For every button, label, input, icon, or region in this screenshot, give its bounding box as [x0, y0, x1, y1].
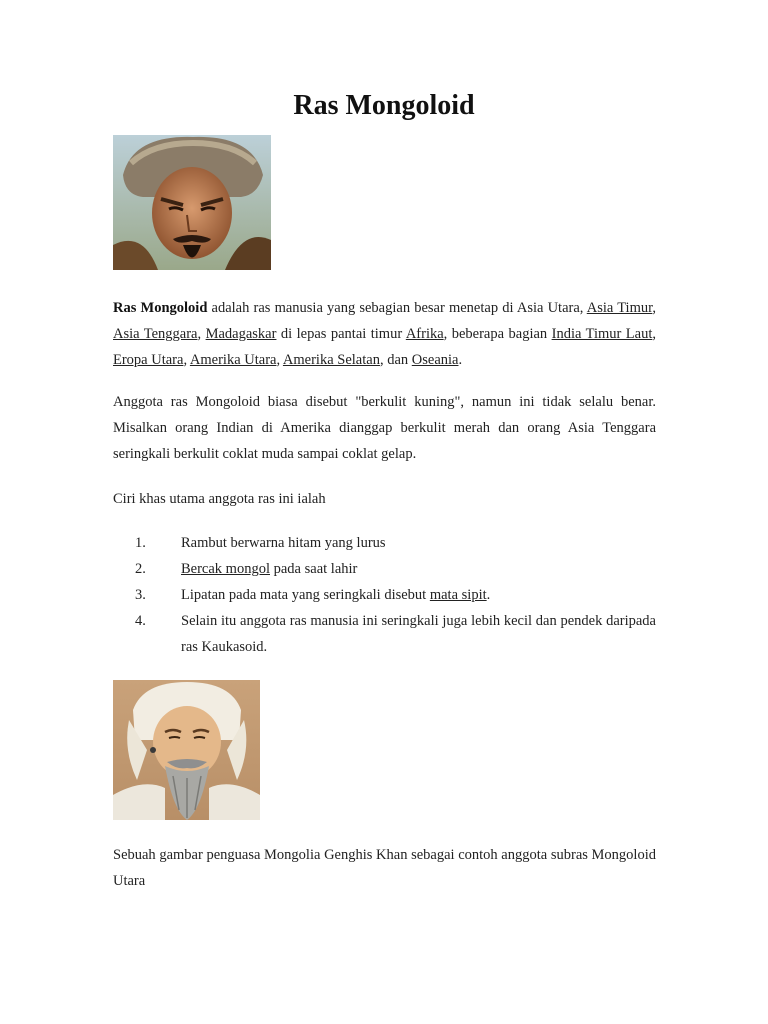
link-bercak-mongol[interactable]: Bercak mongol — [181, 561, 270, 577]
list-text: Selain itu anggota ras manusia ini seringkali juga lebih kecil dan pendek daripada ras Kaukasoid. — [181, 613, 656, 655]
link-amerika-utara[interactable]: Amerika Utara — [189, 352, 277, 368]
intro-paragraph — [113, 295, 656, 373]
list-item — [113, 582, 656, 608]
list-item — [113, 530, 656, 556]
intro-text: , — [183, 352, 190, 368]
image-caption: Sebuah gambar penguasa Mongolia Genghis Khan sebagai contoh anggota subras Mongoloid Utara — [113, 847, 656, 889]
link-asia-timur[interactable]: Asia Timur — [586, 300, 653, 316]
link-oseania[interactable]: Oseania — [411, 352, 459, 368]
skin-color-paragraph: Anggota ras Mongoloid biasa disebut "berkulit kuning", namun ini tidak selalu benar. Misalkan orang Indian di Amerika dianggap berkulit merah dan orang Asia Tenggara seringkali berkulit coklat muda sampai coklat gelap. — [113, 394, 656, 462]
list-text: pada saat lahir — [270, 561, 358, 577]
link-afrika[interactable]: Afrika — [405, 326, 444, 342]
mongol-warrior-image — [113, 135, 271, 270]
list-item — [113, 608, 656, 660]
link-madagaskar[interactable]: Madagaskar — [205, 326, 277, 342]
intro-text: , — [652, 300, 656, 316]
link-india-timur-laut[interactable]: India Timur Laut — [551, 326, 653, 342]
intro-text: , — [197, 326, 206, 342]
intro-text: , beberapa bagian — [443, 326, 552, 342]
intro-text: , dan — [379, 352, 412, 368]
intro-text: , — [276, 352, 283, 368]
list-text: Rambut berwarna hitam yang lurus — [181, 535, 386, 551]
term-ras-mongoloid: Ras Mongoloid — [113, 300, 208, 316]
link-eropa-utara[interactable]: Eropa Utara — [113, 352, 184, 368]
features-list — [113, 530, 656, 660]
list-number: 1. — [135, 535, 146, 551]
list-item — [113, 556, 656, 582]
intro-text: di lepas pantai timur — [276, 326, 406, 342]
intro-text: . — [458, 352, 463, 368]
list-text: . — [486, 587, 491, 603]
list-number: 4. — [135, 613, 146, 629]
intro-text: , — [652, 326, 656, 342]
page-title: Ras Mongoloid — [293, 90, 475, 121]
intro-text: adalah ras manusia yang sebagian besar menetap di Asia Utara, — [207, 300, 587, 316]
list-number: 3. — [135, 587, 146, 603]
list-text: Lipatan pada mata yang seringkali disebut — [181, 587, 430, 603]
link-asia-tenggara[interactable]: Asia Tenggara — [113, 326, 198, 342]
link-mata-sipit[interactable]: mata sipit — [429, 587, 487, 603]
link-amerika-selatan[interactable]: Amerika Selatan — [282, 352, 380, 368]
genghis-khan-image — [113, 680, 260, 820]
features-intro: Ciri khas utama anggota ras ini ialah — [113, 491, 326, 507]
list-number: 2. — [135, 561, 146, 577]
